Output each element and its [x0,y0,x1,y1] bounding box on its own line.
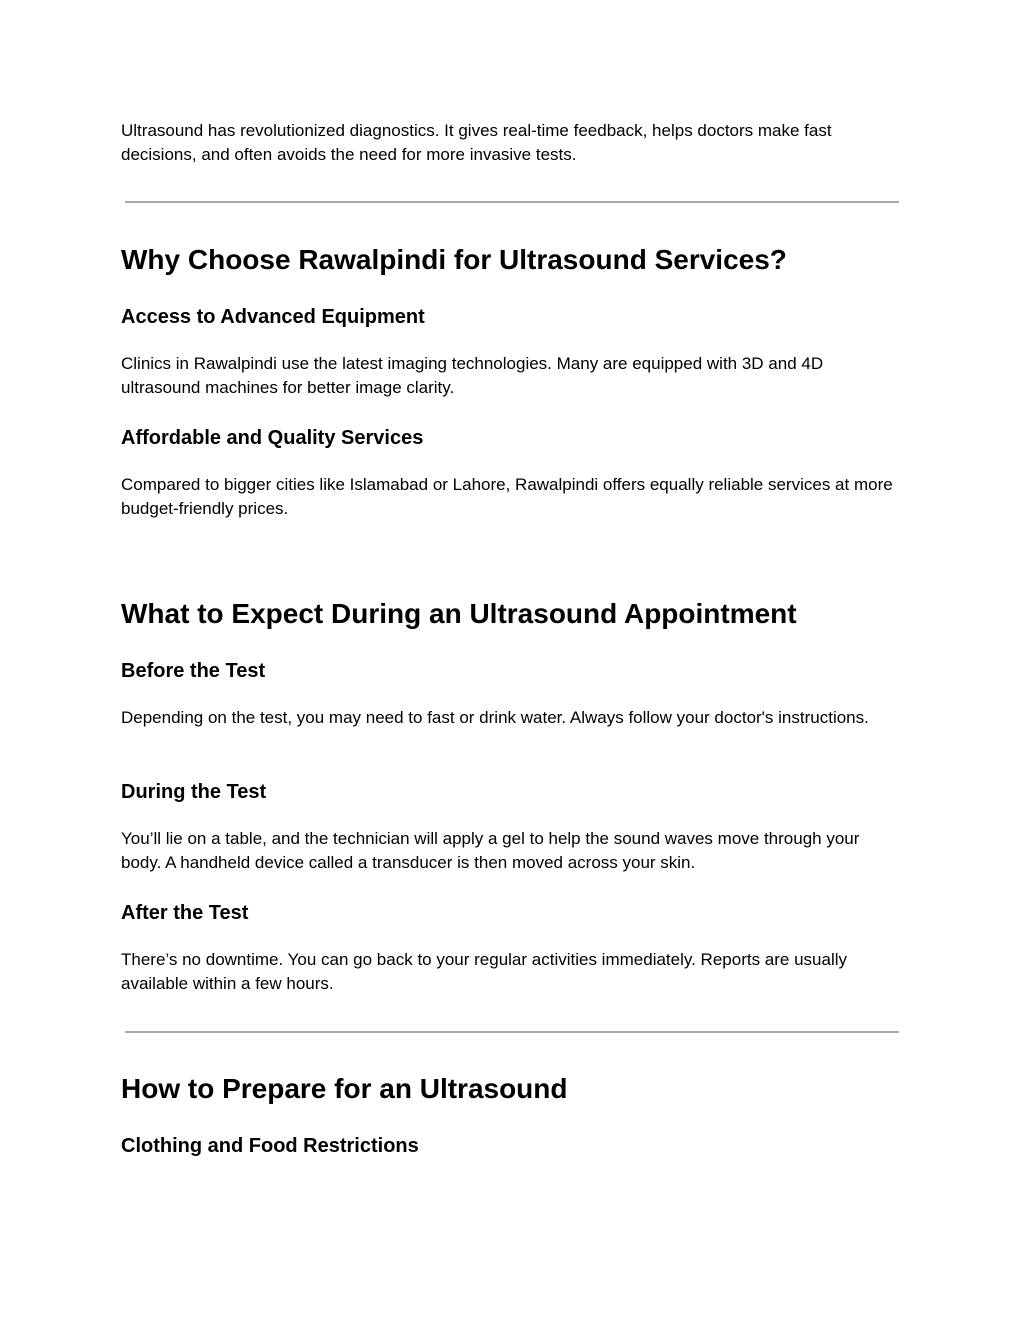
subheading-affordable-quality: Affordable and Quality Services [121,427,424,449]
subheading-after-test: After the Test [121,902,249,924]
paragraph-before-test: Depending on the test, you may need to fast or drink water. Always follow your doctor's instructions. [121,708,869,727]
subheading-before-test: Before the Test [121,660,266,682]
paragraph-during-test: You’ll lie on a table, and the technician will apply a gel to help the sound waves move through your body. A handheld device called a transducer is then moved across your skin. [121,829,860,872]
section-heading-how-to-prepare: How to Prepare for an Ultrasound [121,1073,568,1104]
paragraph-advanced-equipment: Clinics in Rawalpindi use the latest imaging technologies. Many are equipped with 3D and 4D ultrasound machines for better image clarity. [121,354,824,397]
horizontal-divider [125,1031,899,1033]
horizontal-divider [125,201,899,203]
section-heading-what-to-expect: What to Expect During an Ultrasound Appointment [121,598,797,629]
intro-paragraph: Ultrasound has revolutionized diagnostics. It gives real-time feedback, helps doctors make fast decisions, and often avoids the need for more invasive tests. [121,121,832,164]
paragraph-affordable-quality: Compared to bigger cities like Islamabad or Lahore, Rawalpindi offers equally reliable services at more budget-friendly prices. [121,475,893,518]
subheading-advanced-equipment: Access to Advanced Equipment [121,306,425,328]
subheading-clothing-food: Clothing and Food Restrictions [121,1135,419,1157]
subheading-during-test: During the Test [121,781,267,803]
section-heading-why-rawalpindi: Why Choose Rawalpindi for Ultrasound Services? [121,244,787,275]
paragraph-after-test: There’s no downtime. You can go back to your regular activities immediately. Reports are usually available within a few hours. [121,950,848,993]
